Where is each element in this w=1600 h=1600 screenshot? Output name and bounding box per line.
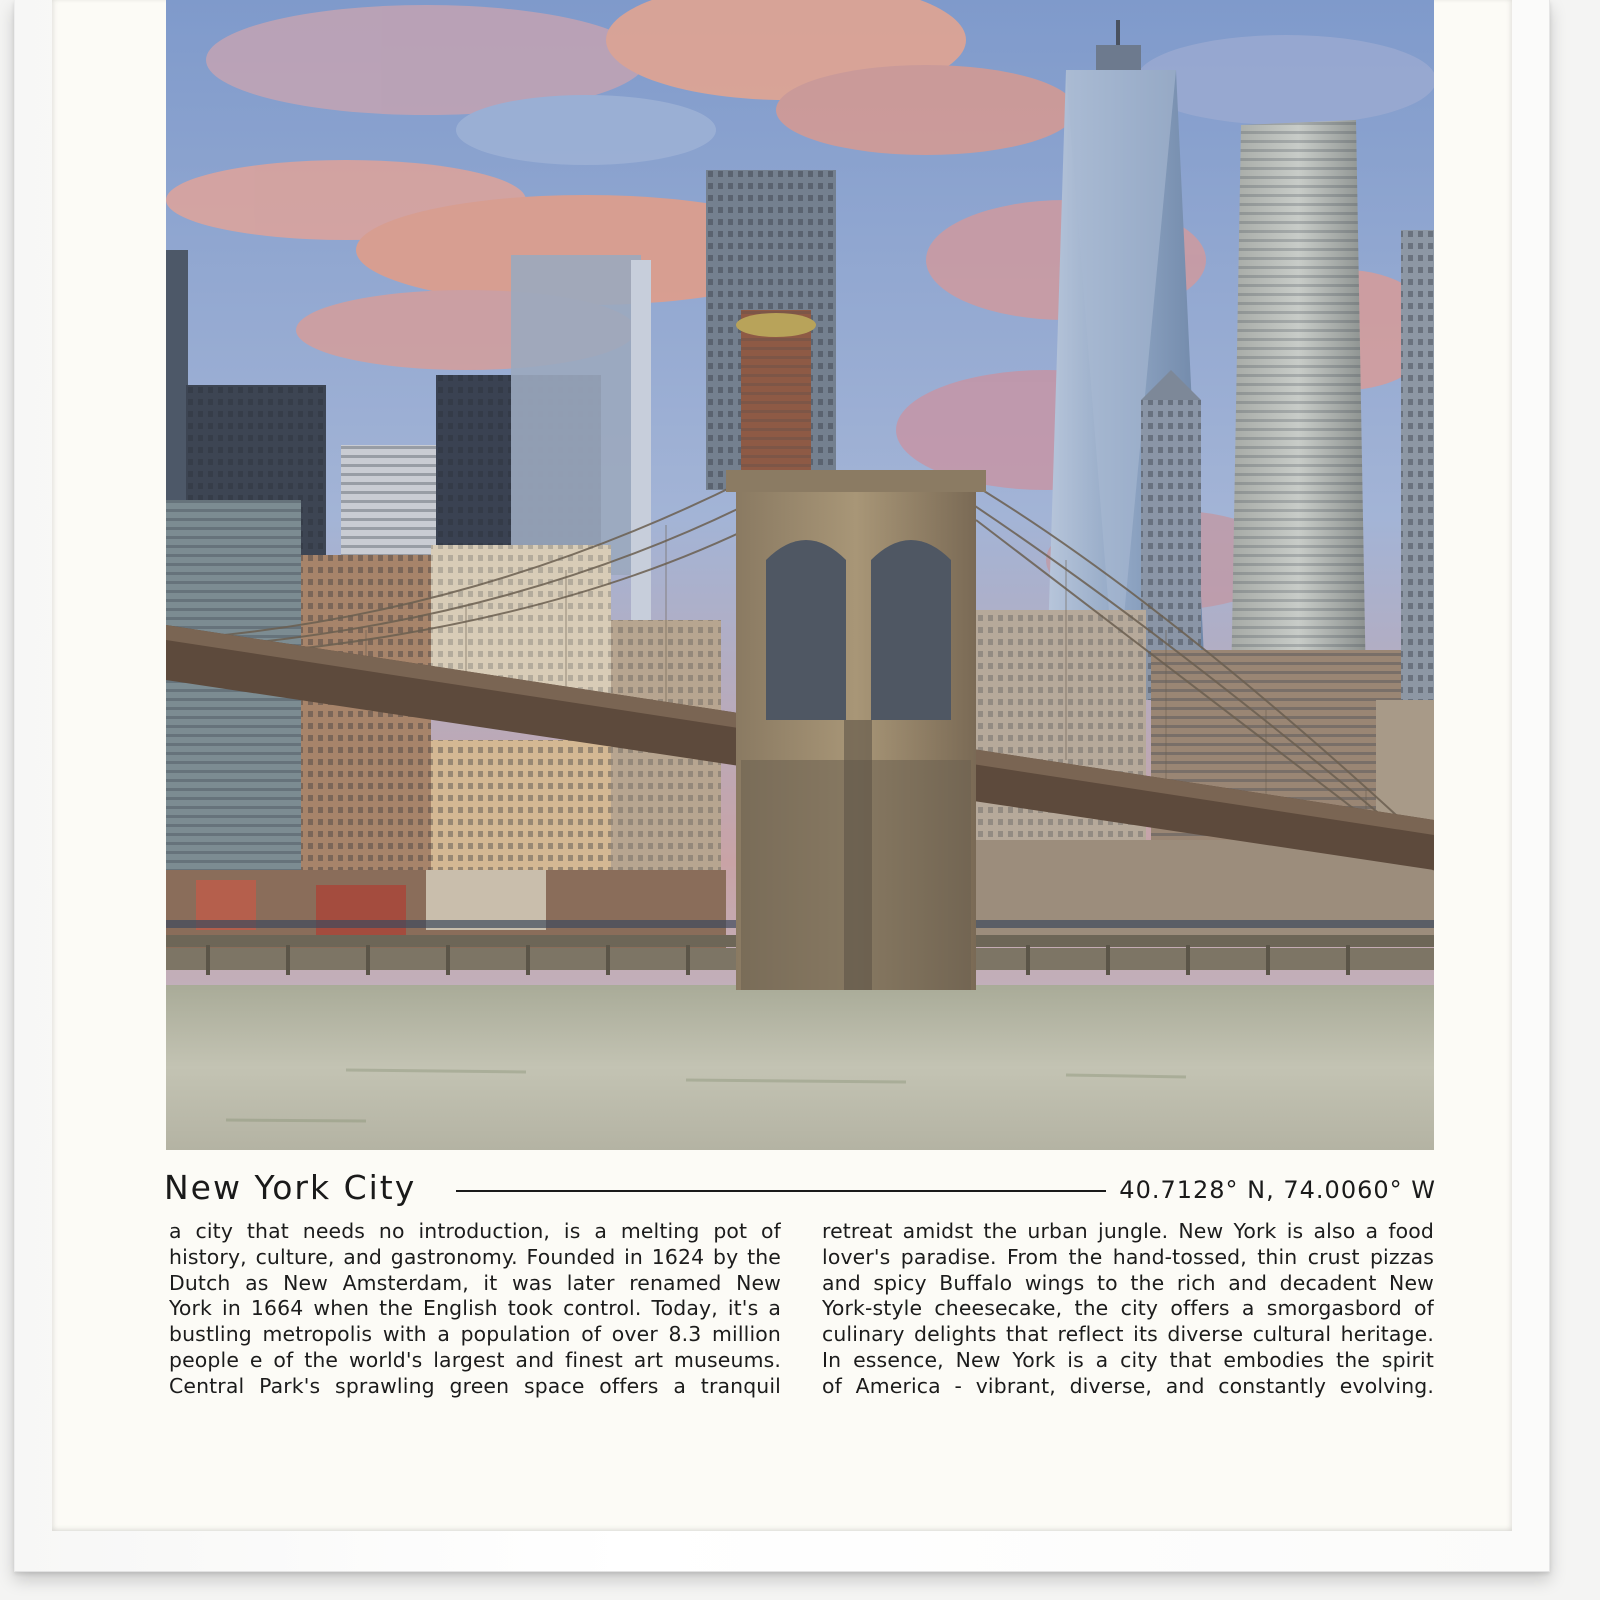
description-line: lover's paradise. From the hand-tossed, thin crust pizzas xyxy=(822,1244,1434,1269)
description-line: and spicy Buffalo wings to the rich and decadent New xyxy=(822,1270,1434,1295)
rippled-tower xyxy=(1231,120,1366,690)
bridge-tower xyxy=(726,470,986,990)
description-line: Dutch as New Amsterdam, it was later renamed New xyxy=(169,1270,781,1295)
description-line: York in 1664 when the English took control. Today, it's a xyxy=(169,1296,781,1321)
description-line: retreat amidst the urban jungle. New York is also a food xyxy=(822,1219,1434,1243)
description-right-column xyxy=(822,1219,1434,1400)
coordinates-label: 40.7128° N, 74.0060° W xyxy=(1119,1176,1436,1204)
description-line: a city that needs no introduction, is a melting pot of xyxy=(169,1219,781,1243)
river-water xyxy=(166,985,1434,1150)
description-line: people e of the world's largest and finest art museums. xyxy=(169,1347,781,1372)
description-left-column xyxy=(169,1219,781,1400)
description-line: history, culture, and gastronomy. Founded in 1624 by the xyxy=(169,1244,781,1269)
skyline-painting xyxy=(166,0,1434,1150)
description-line: York-style cheesecake, the city offers a smorgasbord of xyxy=(822,1296,1434,1321)
city-title: New York City xyxy=(164,1168,417,1207)
description-line: of America - vibrant, diverse, and constantly evolving. xyxy=(822,1373,1434,1398)
title-row xyxy=(164,1168,1436,1208)
description-line: bustling metropolis with a population of over 8.3 million xyxy=(169,1322,781,1347)
description-line: In essence, New York is a city that embodies the spirit xyxy=(822,1347,1434,1372)
brooklyn-bridge-artwork xyxy=(166,0,1434,1150)
description-line: Central Park's sprawling green space offers a tranquil xyxy=(169,1373,781,1398)
title-divider-line xyxy=(456,1190,1106,1192)
description-line: culinary delights that reflect its diverse cultural heritage. xyxy=(822,1322,1434,1347)
